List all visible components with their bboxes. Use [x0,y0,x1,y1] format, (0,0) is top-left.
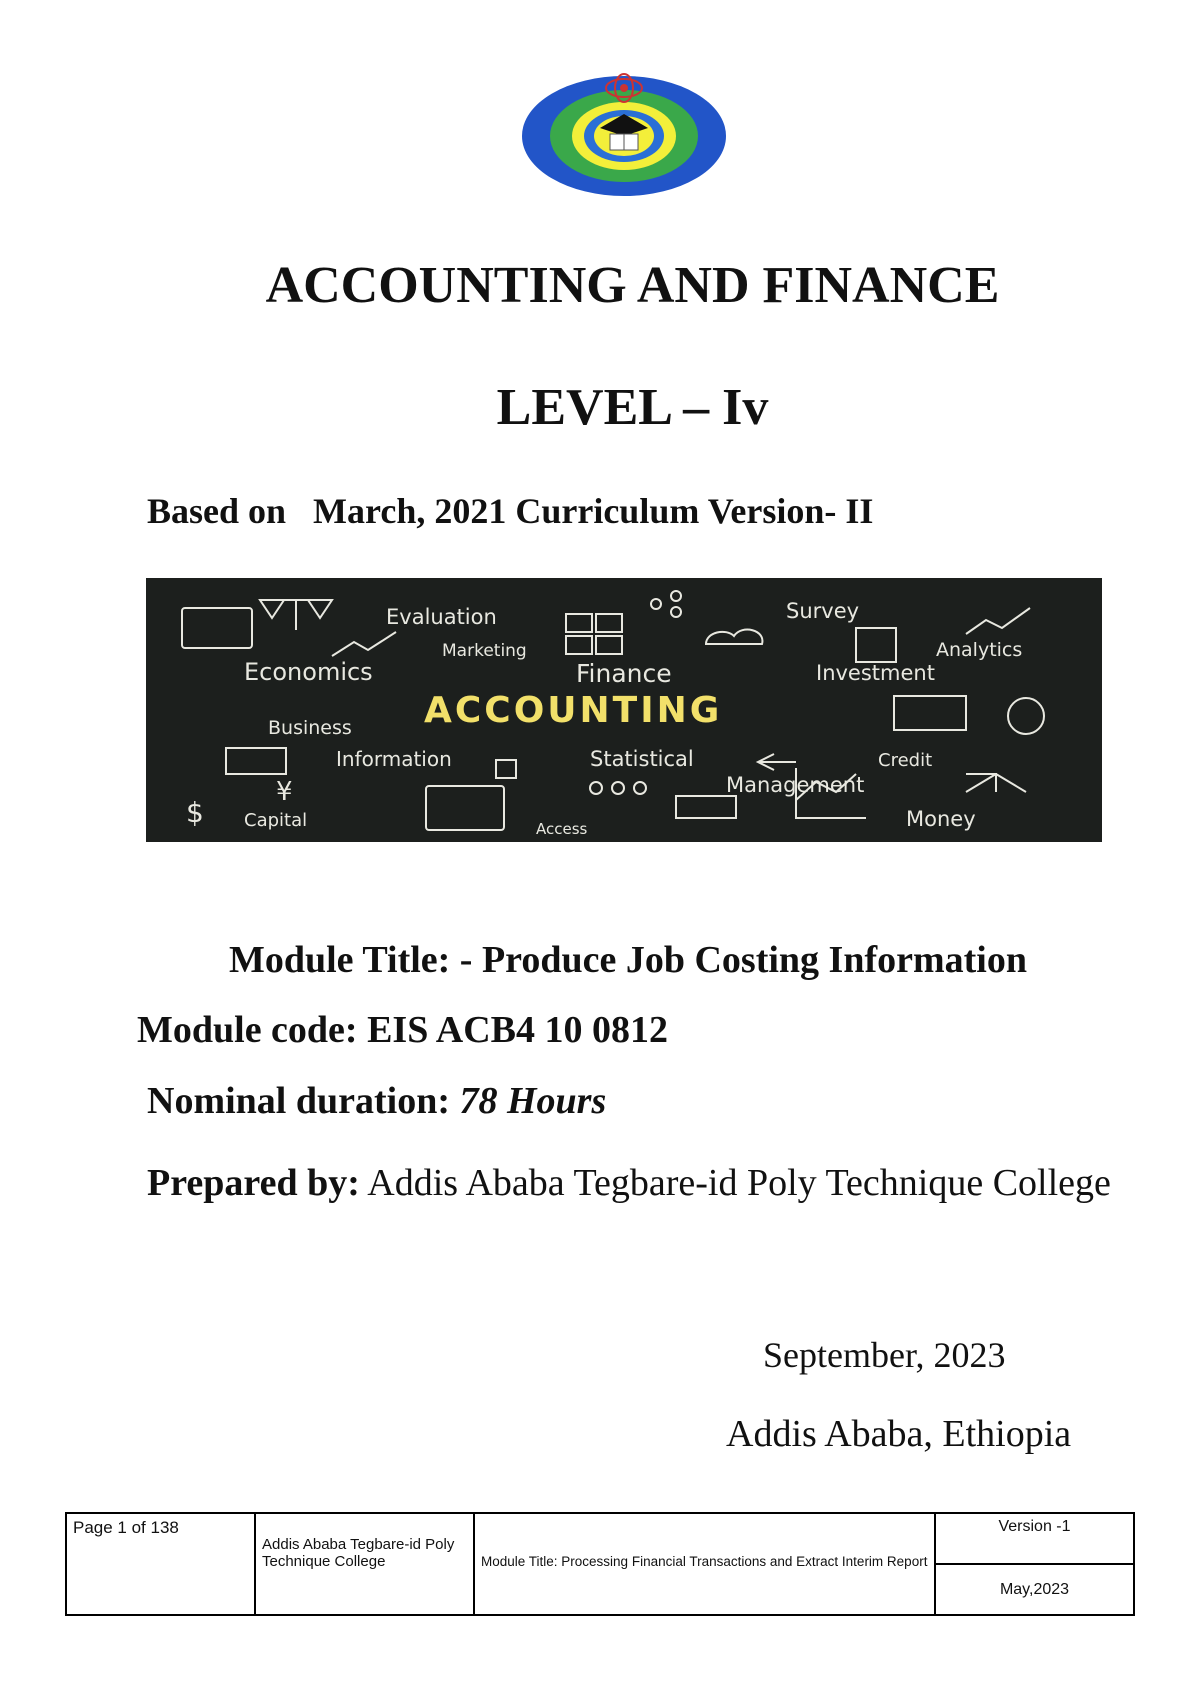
banner-word: Capital [244,810,308,831]
footer-college: Addis Ababa Tegbare-id Poly Technique College [255,1513,474,1615]
banner-symbol: $ [186,796,204,829]
main-title: ACCOUNTING AND FINANCE [265,257,1000,314]
banner-word: Marketing [442,641,527,661]
banner-word: Information [336,747,452,771]
banner-word: Business [268,717,352,739]
footer-module-title: Module Title: Processing Financial Transactions and Extract Interim Report [474,1513,935,1615]
banner-word: Money [906,807,976,831]
banner-word: Survey [786,599,860,623]
accounting-banner-image [146,578,1102,842]
footer-version: Version -1 [935,1513,1134,1564]
banner-word: Evaluation [386,605,497,629]
banner-word: Management [726,773,865,797]
prepared-by-label: Prepared by: [147,1162,360,1204]
footer-page-number: Page 1 of 138 [66,1513,255,1615]
level-title: LEVEL – Iv [496,379,769,436]
college-logo [518,70,730,198]
banner-center-word: ACCOUNTING [424,690,723,731]
publication-place: Addis Ababa, Ethiopia [726,1413,1072,1455]
banner-word: Investment [816,661,935,685]
prepared-by [147,1148,1117,1218]
banner-word: Access [536,820,588,838]
nominal-duration-label: Nominal duration: [147,1080,450,1122]
nominal-duration-value: 78 Hours [459,1080,607,1122]
banner-word: Finance [576,659,672,688]
banner-word: Analytics [936,639,1023,661]
nominal-duration [147,1079,606,1123]
page-footer-table [65,1512,1135,1616]
footer-date: May,2023 [935,1564,1134,1615]
module-title: Module Title: - Produce Job Costing Information [228,939,1028,981]
curriculum-line: Based on March, 2021 Curriculum Version- II [147,491,874,531]
publication-date: September, 2023 [763,1335,1006,1375]
module-code: Module code: EIS ACB4 10 0812 [137,1009,668,1051]
prepared-by-value: Addis Ababa Tegbare-id Poly Technique College [367,1162,1111,1204]
banner-symbol: ¥ [276,777,293,807]
banner-word: Economics [244,658,373,686]
banner-word: Credit [878,750,933,771]
banner-word: Statistical [590,747,694,771]
